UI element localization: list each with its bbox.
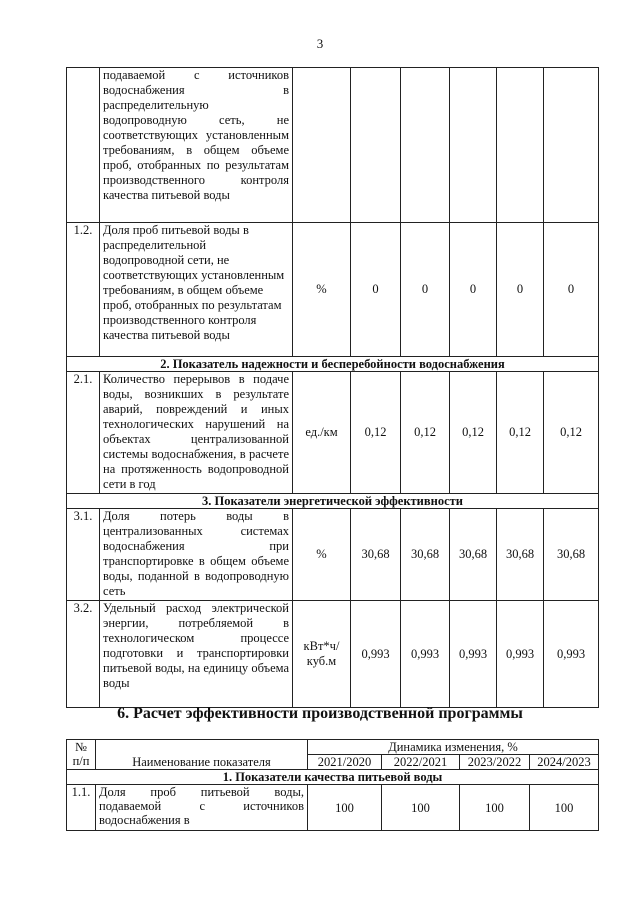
- value-cell: 30,68: [497, 509, 544, 601]
- indicator-name: Доля проб питьевой воды, подаваемой с источников водоснабжения в: [96, 785, 308, 831]
- value-cell: 0: [544, 223, 599, 357]
- row-number: 1.2.: [67, 223, 100, 357]
- unit-cell: кВт*ч/ куб.м: [293, 601, 351, 708]
- indicators-table: [66, 67, 599, 708]
- indicator-name: подаваемой с источников водоснабжения в распределительную водопроводную сеть, не соответствующих установленным требованиям, в общем объеме проб, отобранных по результатам производственного контроля качества питьевой воды: [100, 68, 293, 223]
- table-row: [67, 223, 599, 357]
- value-cell: 0,993: [450, 601, 497, 708]
- value-cell: 0,993: [497, 601, 544, 708]
- row-number: 3.1.: [67, 509, 100, 601]
- table-row: [67, 509, 599, 601]
- efficiency-table: [66, 739, 599, 831]
- row-number: 1.1.: [67, 785, 96, 831]
- indicator-name: Доля потерь воды в централизованных системах водоснабжения при транспортировке в общем объеме воды, поданной в водопроводную сеть: [100, 509, 293, 601]
- header-dynamics: Динамика изменения, %: [308, 740, 599, 755]
- value-cell: 0: [351, 223, 401, 357]
- table-row: [67, 372, 599, 494]
- indicator-name: Удельный расход электрической энергии, потребляемой в технологическом процессе подготовки и транспортировки питьевой воды, на единицу объема воды: [100, 601, 293, 708]
- row-number: 3.2.: [67, 601, 100, 708]
- section-title: 2. Показатель надежности и бесперебойности водоснабжения: [67, 357, 599, 372]
- period-header: 2024/2023: [530, 755, 599, 770]
- section-title: 1. Показатели качества питьевой воды: [67, 770, 599, 785]
- value-cell: 0,993: [401, 601, 450, 708]
- header-name: Наименование показателя: [96, 740, 308, 770]
- header-number: № п/п: [67, 740, 96, 770]
- value-cell: 100: [460, 785, 530, 831]
- unit-cell: %: [293, 223, 351, 357]
- indicator-name: Доля проб питьевой воды в распределительной водопроводной сети, не соответствующих установленным требованиям, в общем объеме проб, отобранных по результатам производственного контроля качества питьевой воды: [100, 223, 293, 357]
- period-header: 2021/2020: [308, 755, 382, 770]
- value-cell: 100: [382, 785, 460, 831]
- value-cell: 0,993: [544, 601, 599, 708]
- page-number: 3: [316, 36, 324, 51]
- table-row: [67, 68, 599, 223]
- value-cell: 0: [450, 223, 497, 357]
- section-row: [67, 357, 599, 372]
- value-cell: 30,68: [544, 509, 599, 601]
- value-cell: 0,12: [497, 372, 544, 494]
- header-row: [67, 740, 599, 755]
- section-row: [67, 494, 599, 509]
- value-cell: 0: [401, 223, 450, 357]
- period-header: 2023/2022: [460, 755, 530, 770]
- value-cell: 0,12: [351, 372, 401, 494]
- section-title: 3. Показатели энергетической эффективности: [67, 494, 599, 509]
- value-cell: 0,12: [544, 372, 599, 494]
- value-cell: 0,12: [401, 372, 450, 494]
- period-header: 2022/2021: [382, 755, 460, 770]
- row-number: 2.1.: [67, 372, 100, 494]
- value-cell: 0,12: [450, 372, 497, 494]
- value-cell: 30,68: [450, 509, 497, 601]
- table-row: [67, 601, 599, 708]
- value-cell: 0: [497, 223, 544, 357]
- value-cell: 100: [530, 785, 599, 831]
- unit-cell: ед./км: [293, 372, 351, 494]
- section-row: [67, 770, 599, 785]
- value-cell: 30,68: [401, 509, 450, 601]
- table-row: [67, 785, 599, 831]
- indicator-name: Количество перерывов в подаче воды, возникших в результате аварий, повреждений и иных технологических нарушений на объектах централизованной системы водоснабжения, в расчете на протяженность водопроводной сети в год: [100, 372, 293, 494]
- value-cell: 0,993: [351, 601, 401, 708]
- value-cell: 30,68: [351, 509, 401, 601]
- unit-cell: %: [293, 509, 351, 601]
- value-cell: 100: [308, 785, 382, 831]
- section-heading: 6. Расчет эффективности производственной программы: [117, 705, 523, 722]
